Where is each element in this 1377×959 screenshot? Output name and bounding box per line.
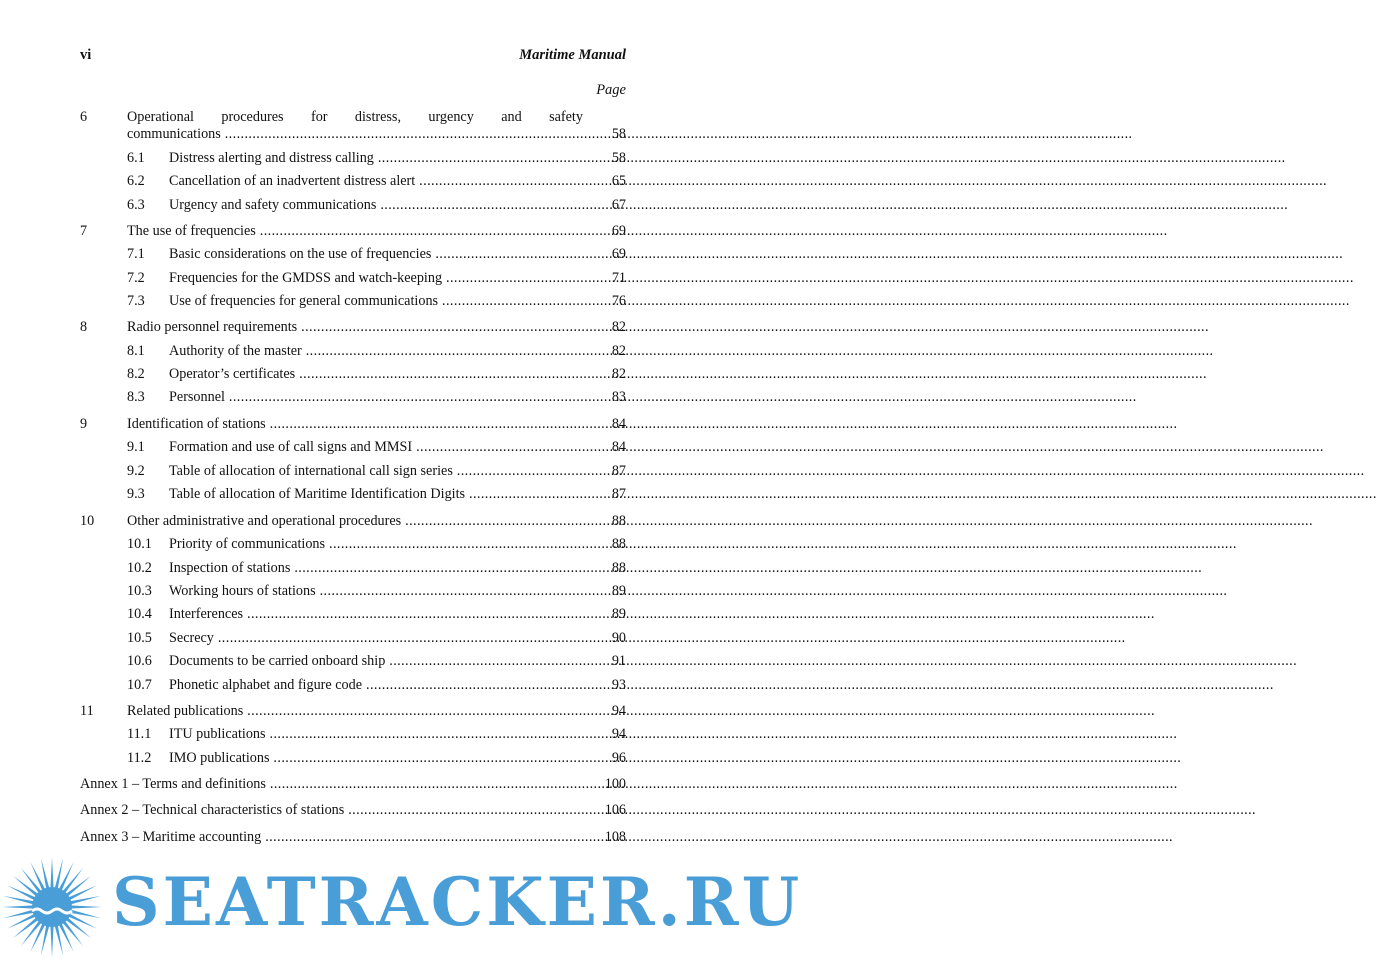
page-number: 90: [611, 630, 626, 646]
toc-entry-10-7: [80, 676, 626, 694]
page-number: 58: [611, 126, 626, 142]
subsection-number: 6.3: [127, 197, 145, 213]
sun-ray: [7, 885, 37, 900]
section-title: Radio personnel requirements .....: [127, 318, 583, 336]
page-number: 94: [611, 703, 626, 719]
page-number: 87: [611, 486, 626, 502]
section-title: Identification of stations .....: [127, 415, 583, 433]
page-number: 88: [611, 536, 626, 552]
annex-title: Annex 1 – Terms and definitions .....: [80, 775, 583, 793]
page-number: 100: [604, 776, 626, 792]
subsection-number: 6.2: [127, 173, 145, 189]
subsection-title: Authority of the master .....: [169, 342, 583, 360]
sun-ray: [58, 922, 73, 952]
word: safety: [549, 109, 583, 125]
subsection-number: 7.3: [127, 293, 145, 309]
page-number: 83: [611, 389, 626, 405]
subsection-title: Inspection of stations .....: [169, 559, 583, 577]
page-number: 82: [611, 343, 626, 359]
toc-entry-7-3: [80, 292, 626, 310]
page-number: 69: [611, 223, 626, 239]
sun-ray: [30, 862, 45, 892]
toc-entry-6-3: [80, 196, 626, 214]
page-number: 82: [611, 319, 626, 335]
sun-core: [32, 887, 72, 927]
page-number: 88: [611, 560, 626, 576]
page-column-label: Page: [596, 82, 626, 98]
subsection-title: Formation and use of call signs and MMSI .....: [169, 438, 583, 456]
word: urgency: [428, 109, 474, 125]
section-number: 9: [80, 416, 88, 432]
subsection-title: Cancellation of an inadvertent distress alert .....: [169, 172, 583, 190]
subsection-title: Secrecy .....: [169, 629, 583, 647]
toc-entry-6-1: [80, 149, 626, 167]
sun-ray: [30, 922, 45, 952]
toc-entry-10-4: [80, 605, 626, 623]
page-number: 108: [604, 829, 626, 845]
watermark-text: SEATRACKER.RU: [112, 863, 803, 941]
subsection-title: Distress alerting and distress calling .....: [169, 149, 583, 167]
toc-section-11: [80, 702, 626, 720]
page-number: 89: [611, 606, 626, 622]
sun-ray: [2, 905, 34, 908]
subsection-number: 10.6: [127, 653, 152, 669]
page-number: 88: [611, 513, 626, 529]
sun-ray: [50, 857, 53, 889]
toc-entry-8-3: [80, 388, 626, 406]
toc-annex-1: [80, 775, 626, 793]
subsection-title: Urgency and safety communications .....: [169, 196, 583, 214]
subsection-title: Basic considerations on the use of frequencies .....: [169, 245, 583, 263]
subsection-number: 10.3: [127, 583, 152, 599]
annex-title: Annex 3 – Maritime accounting .....: [80, 828, 583, 846]
page-number: 58: [611, 150, 626, 166]
toc-entry-7-1: [80, 245, 626, 263]
toc-entry-6-2: [80, 172, 626, 190]
subsection-number: 9.2: [127, 463, 145, 479]
page-number: 106: [604, 802, 626, 818]
page-number: 87: [611, 463, 626, 479]
page-number: 84: [611, 439, 626, 455]
page-header-title: Maritime Manual: [519, 47, 626, 63]
section-number: 11: [80, 703, 94, 719]
subsection-number: 8.1: [127, 343, 145, 359]
sun-ray: [58, 862, 73, 892]
word: for: [310, 109, 328, 125]
toc-section-6-line2: [80, 125, 626, 143]
subsection-title: IMO publications .....: [169, 749, 583, 767]
subsection-number: 11.1: [127, 726, 152, 742]
page-number: 76: [611, 293, 626, 309]
annex-title: Annex 2 – Technical characteristics of stations .....: [80, 801, 583, 819]
toc-entry-11-2: [80, 749, 626, 767]
subsection-title: Use of frequencies for general communications .....: [169, 292, 583, 310]
section-title: Other administrative and operational procedures .....: [127, 512, 583, 530]
page-number: 71: [611, 270, 626, 286]
toc-entry-10-2: [80, 559, 626, 577]
section-number: 10: [80, 513, 95, 529]
page-number: 94: [611, 726, 626, 742]
subsection-title: Working hours of stations .....: [169, 582, 583, 600]
toc-entry-8-1: [80, 342, 626, 360]
toc-entry-9-1: [80, 438, 626, 456]
subsection-title: Priority of communications .....: [169, 535, 583, 553]
page-number: 65: [611, 173, 626, 189]
subsection-number: 8.2: [127, 366, 145, 382]
section-number: 6: [80, 109, 88, 125]
sun-ray: [50, 925, 53, 957]
subsection-title: Documents to be carried onboard ship .....: [169, 652, 583, 670]
toc-annex-2: [80, 801, 626, 819]
subsection-number: 10.7: [127, 677, 152, 693]
toc-section-10: [80, 512, 626, 530]
subsection-number: 10.1: [127, 536, 152, 552]
section-number: 8: [80, 319, 88, 335]
word: distress,: [354, 109, 401, 125]
subsection-title: Operator’s certificates .....: [169, 365, 583, 383]
toc-entry-7-2: [80, 269, 626, 287]
page-header-left: vi: [80, 47, 92, 63]
subsection-title: Table of allocation of international call sign series .....: [169, 462, 583, 480]
subsection-number: 7.2: [127, 270, 145, 286]
subsection-number: 11.2: [127, 750, 152, 766]
page-number: 67: [611, 197, 626, 213]
subsection-number: 7.1: [127, 246, 145, 262]
toc-entry-10-1: [80, 535, 626, 553]
subsection-number: 9.1: [127, 439, 145, 455]
subsection-number: 10.2: [127, 560, 152, 576]
subsection-title: Frequencies for the GMDSS and watch-keeping .....: [169, 269, 583, 287]
subsection-title: Personnel .....: [169, 388, 583, 406]
page-number: 84: [611, 416, 626, 432]
toc-annex-3: [80, 828, 626, 846]
toc-entry-10-3: [80, 582, 626, 600]
sun-ray: [70, 905, 102, 908]
subsection-number: 9.3: [127, 486, 145, 502]
page-number: 89: [611, 583, 626, 599]
toc-entry-10-5: [80, 629, 626, 647]
toc-entry-9-2: [80, 462, 626, 480]
section-number: 7: [80, 223, 88, 239]
page-number: 69: [611, 246, 626, 262]
toc-section-8: [80, 318, 626, 336]
toc-entry-11-1: [80, 725, 626, 743]
sun-ray: [67, 885, 97, 900]
sun-ray: [7, 913, 37, 928]
section-title: Related publications .....: [127, 702, 583, 720]
toc-entry-8-2: [80, 365, 626, 383]
subsection-number: 10.4: [127, 606, 152, 622]
toc-entry-10-6: [80, 652, 626, 670]
section-6-title-line1: [127, 108, 583, 126]
page-number: 93: [611, 677, 626, 693]
page-number: 82: [611, 366, 626, 382]
page-number: 91: [611, 653, 626, 669]
section-title: The use of frequencies .....: [127, 222, 583, 240]
subsection-title: Phonetic alphabet and figure code .....: [169, 676, 583, 694]
subsection-title: ITU publications .....: [169, 725, 583, 743]
toc-section-7: [80, 222, 626, 240]
section-title: communications .....: [127, 125, 583, 143]
sun-ray: [67, 913, 97, 928]
subsection-title: Interferences .....: [169, 605, 583, 623]
page-number: 96: [611, 750, 626, 766]
word: procedures: [221, 109, 284, 125]
subsection-number: 6.1: [127, 150, 145, 166]
subsection-title: Table of allocation of Maritime Identification Digits .....: [169, 485, 583, 503]
word: Operational: [127, 109, 194, 125]
toc-section-9: [80, 415, 626, 433]
subsection-number: 10.5: [127, 630, 152, 646]
subsection-number: 8.3: [127, 389, 145, 405]
word: and: [501, 109, 522, 125]
toc-entry-9-3: [80, 485, 626, 503]
